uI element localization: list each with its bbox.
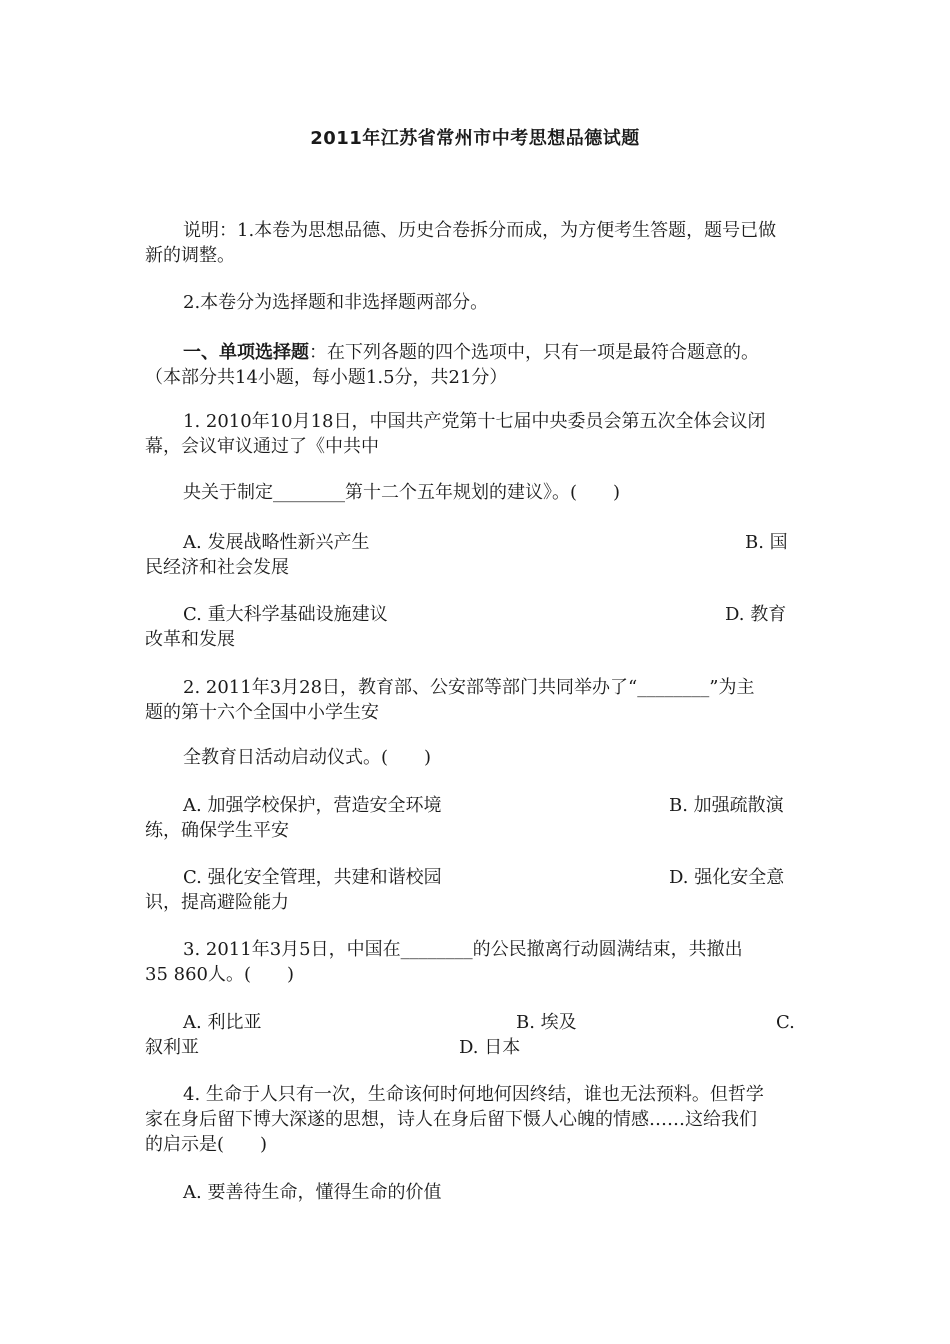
intro-note-1-line1: 说明：1.本卷为思想品德、历史合卷拆分而成，为方便考生答题，题号已做 xyxy=(183,220,777,241)
question-2-line2: 题的第十六个全国中小学生安 xyxy=(145,702,379,723)
question-2-option-d: D. 强化安全意 xyxy=(669,867,785,888)
question-3-line1: 3. 2011年3月5日，中国在________的公民撤离行动圆满结束，共撤出 xyxy=(183,939,743,960)
question-2-line1: 2. 2011年3月28日，教育部、公安部等部门共同举办了“________”为主 xyxy=(183,677,755,698)
intro-note-1 xyxy=(145,218,807,268)
question-3-option-b: B. 埃及 xyxy=(516,1012,577,1033)
question-4-line1: 4. 生命于人只有一次，生命该何时何地何因终结，谁也无法预料。但哲学 xyxy=(183,1084,764,1105)
question-3-stem xyxy=(145,937,807,987)
question-2-line3: 全教育日活动启动仪式。( ) xyxy=(183,747,432,768)
question-1-line2: 幕，会议审议通过了《中共中 xyxy=(145,436,379,457)
question-2-option-b-continued: 练，确保学生平安 xyxy=(145,820,289,841)
question-2-option-a: A. 加强学校保护，营造安全环境 xyxy=(183,795,442,816)
intro-note-2: 2.本卷分为选择题和非选择题两部分。 xyxy=(183,292,489,313)
question-4-stem xyxy=(145,1082,807,1157)
question-1-line3: 央关于制定________第十二个五年规划的建议》。( ) xyxy=(183,482,621,503)
question-2-options-cd xyxy=(145,865,807,890)
question-1-option-a: A. 发展战略性新兴产生 xyxy=(183,532,370,553)
section-1-instruction: ：在下列各题的四个选项中，只有一项是最符合题意的。 xyxy=(309,342,759,363)
question-3-option-d: D. 日本 xyxy=(459,1037,521,1058)
question-1-options-cd xyxy=(145,602,807,627)
question-3-options-abc xyxy=(145,1010,807,1035)
question-2-options-ab xyxy=(145,793,807,818)
question-1-options-ab xyxy=(145,530,807,555)
question-4-options-a xyxy=(145,1180,807,1205)
section-1-header xyxy=(145,340,807,390)
question-3-option-c: C. xyxy=(776,1012,795,1033)
section-1-scoring: （本部分共14小题，每小题1.5分，共21分） xyxy=(145,367,508,388)
question-1-option-d-continued: 改革和发展 xyxy=(145,629,235,650)
question-2-option-b: B. 加强疏散演 xyxy=(669,795,784,816)
section-1-heading: 一、单项选择题 xyxy=(183,342,309,363)
question-1-option-b: B. 国 xyxy=(745,532,788,553)
question-1-option-d: D. 教育 xyxy=(725,604,787,625)
question-1-stem xyxy=(145,409,807,459)
question-2-option-c: C. 强化安全管理，共建和谐校园 xyxy=(183,867,442,888)
question-4-line3: 的启示是( ) xyxy=(145,1134,268,1155)
question-1-option-b-continued: 民经济和社会发展 xyxy=(145,557,289,578)
question-1-line1: 1. 2010年10月18日，中国共产党第十七届中央委员会第五次全体会议闭 xyxy=(183,411,766,432)
question-3-line2: 35 860人。( ) xyxy=(145,964,295,985)
question-4-option-a: A. 要善待生命，懂得生命的价值 xyxy=(183,1182,442,1203)
question-3-option-a: A. 利比亚 xyxy=(183,1012,262,1033)
page-title: 2011年江苏省常州市中考思想品德试题 xyxy=(310,128,640,149)
intro-note-1-line2: 新的调整。 xyxy=(145,245,235,266)
question-2-stem xyxy=(145,675,807,725)
question-3-options-cd xyxy=(145,1035,807,1060)
question-4-line2: 家在身后留下博大深遂的思想，诗人在身后留下慑人心魄的情感……这给我们 xyxy=(145,1109,757,1130)
question-3-option-c-continued: 叙利亚 xyxy=(145,1037,199,1058)
question-1-option-c: C. 重大科学基础设施建议 xyxy=(183,604,388,625)
question-2-option-d-continued: 识，提高避险能力 xyxy=(145,892,289,913)
